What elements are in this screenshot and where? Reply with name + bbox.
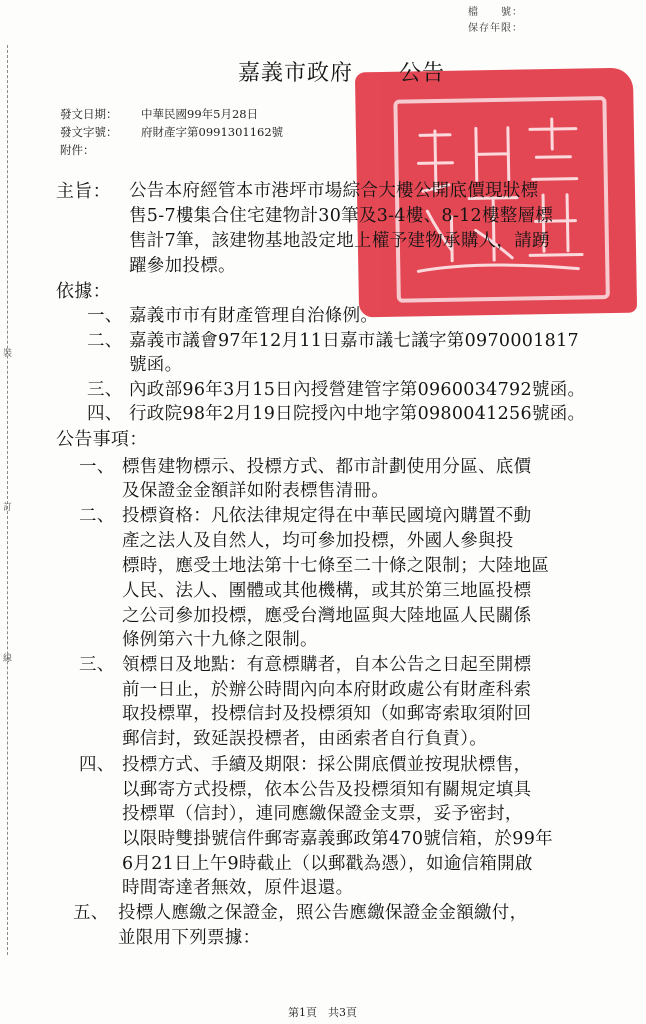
subject-line: 售計7筆，該建物基地設定地上權予建物承購人，請踴: [129, 231, 550, 251]
basis-item-text: 行政院98年2月19日院授內中地字第0980041256號函。: [129, 404, 586, 424]
issue-date-value: 中華民國99年5月28日: [141, 107, 259, 121]
notice-item-text: 6月21日上午9時截止（以郵戳為憑），如逾信箱開啟: [122, 854, 533, 874]
retention-period-label: 保存年限：: [468, 23, 523, 34]
subject-line: 售5-7樓集合住宅建物計30筆及3-4樓、8-12樓整層標: [129, 206, 554, 226]
notice-item-text: 投標資格：凡依法律規定得在中華民國境內購置不動: [122, 506, 532, 526]
attachment-label: 附件：: [60, 143, 95, 157]
notice-item-text: 產之法人及自然人，均可參加投標，外國人參與投: [122, 531, 514, 551]
basis-item-text: 內政部96年3月15日內授營建管字第0960034792號函。: [129, 380, 586, 400]
file-number-label: 檔 號：: [468, 7, 523, 18]
notice-item-text: 及保證金金額詳如附表標售清冊。: [122, 481, 389, 501]
page-number: 第1頁 共3頁: [288, 1006, 357, 1019]
notice-item-text: 取投標單，投標信封及投標須知（如郵寄索取須附回: [122, 704, 532, 724]
notice-item-text: 以郵寄方式投標，依本公告及投標須知有關規定填具: [122, 780, 532, 800]
notice-item-text: 領標日及地點：有意標購者，自本公告之日起至開標: [122, 655, 532, 675]
basis-item-number: 四、: [87, 404, 123, 424]
notice-item-text: 人民、法人、團體或其他機構，或其於第三地區投標: [122, 581, 532, 601]
notice-item-text: 郵信封，致延誤投標者，由函索者自行負責）。: [122, 729, 488, 749]
notice-item-text: 條例第六十九條之限制。: [122, 630, 318, 650]
notice-item-text: 標售建物標示、投標方式、都市計劃使用分區、底價: [122, 457, 532, 477]
binding-mark-zhuang: 裝: [3, 349, 13, 359]
notice-item-text: 投標方式、手續及期限：採公開底價並按現狀標售，: [122, 755, 532, 775]
notice-item-number: 三、: [79, 655, 115, 675]
basis-item-text: 嘉義市議會97年12月11日嘉市議七議字第0970001817: [129, 331, 579, 351]
notice-item-text: 投標人應繳之保證金，照公告應繳保證金金額繳付，: [118, 903, 528, 923]
subject-line: 公告本府經管本市港坪市場綜合大樓公開底價現狀標: [129, 181, 539, 201]
basis-item-number: 三、: [87, 380, 123, 400]
subject-line: 躍參加投標。: [129, 256, 236, 276]
notice-item-text: 之公司參加投標，應受台灣地區與大陸地區人民關係: [122, 606, 532, 626]
basis-heading: 依據：: [56, 281, 111, 302]
notice-item-number: 一、: [79, 457, 115, 477]
basis-item-text: 嘉義市市有財產管理自治條例。: [129, 306, 379, 326]
notice-item-text: 並限用下列票據：: [118, 928, 261, 948]
notice-item-text: 前一日止，於辦公時間內向本府財政處公有財產科索: [122, 680, 532, 700]
notice-item-number: 四、: [79, 755, 115, 775]
binding-mark-ding: 訂: [3, 503, 13, 513]
basis-item-text: 號函。: [129, 355, 183, 375]
reference-number-label: 發文字號：: [60, 125, 118, 139]
issue-date-label: 發文日期：: [60, 107, 118, 121]
page-title: 嘉義市政府 公告: [238, 61, 446, 86]
notice-item-text: 時間寄達者無效，原件退還。: [122, 878, 354, 898]
reference-number-value: 府財產字第0991301162號: [141, 125, 284, 139]
notice-item-text: 標時，應受土地法第十七條至二十條之限制；大陸地區: [122, 556, 550, 576]
notice-item-text: 以限時雙掛號信件郵寄嘉義郵政第470號信箱，於99年: [122, 829, 553, 849]
notice-item-number: 五、: [73, 903, 109, 923]
basis-item-number: 二、: [87, 331, 123, 351]
subject-heading: 主旨：: [56, 181, 111, 202]
notice-item-text: 投標單（信封），連同應繳保證金支票，妥予密封，: [122, 804, 523, 824]
notice-item-number: 二、: [79, 506, 115, 526]
basis-item-number: 一、: [87, 306, 123, 326]
notice-heading: 公告事項：: [56, 429, 148, 450]
binding-mark-xian: 線: [3, 654, 13, 664]
